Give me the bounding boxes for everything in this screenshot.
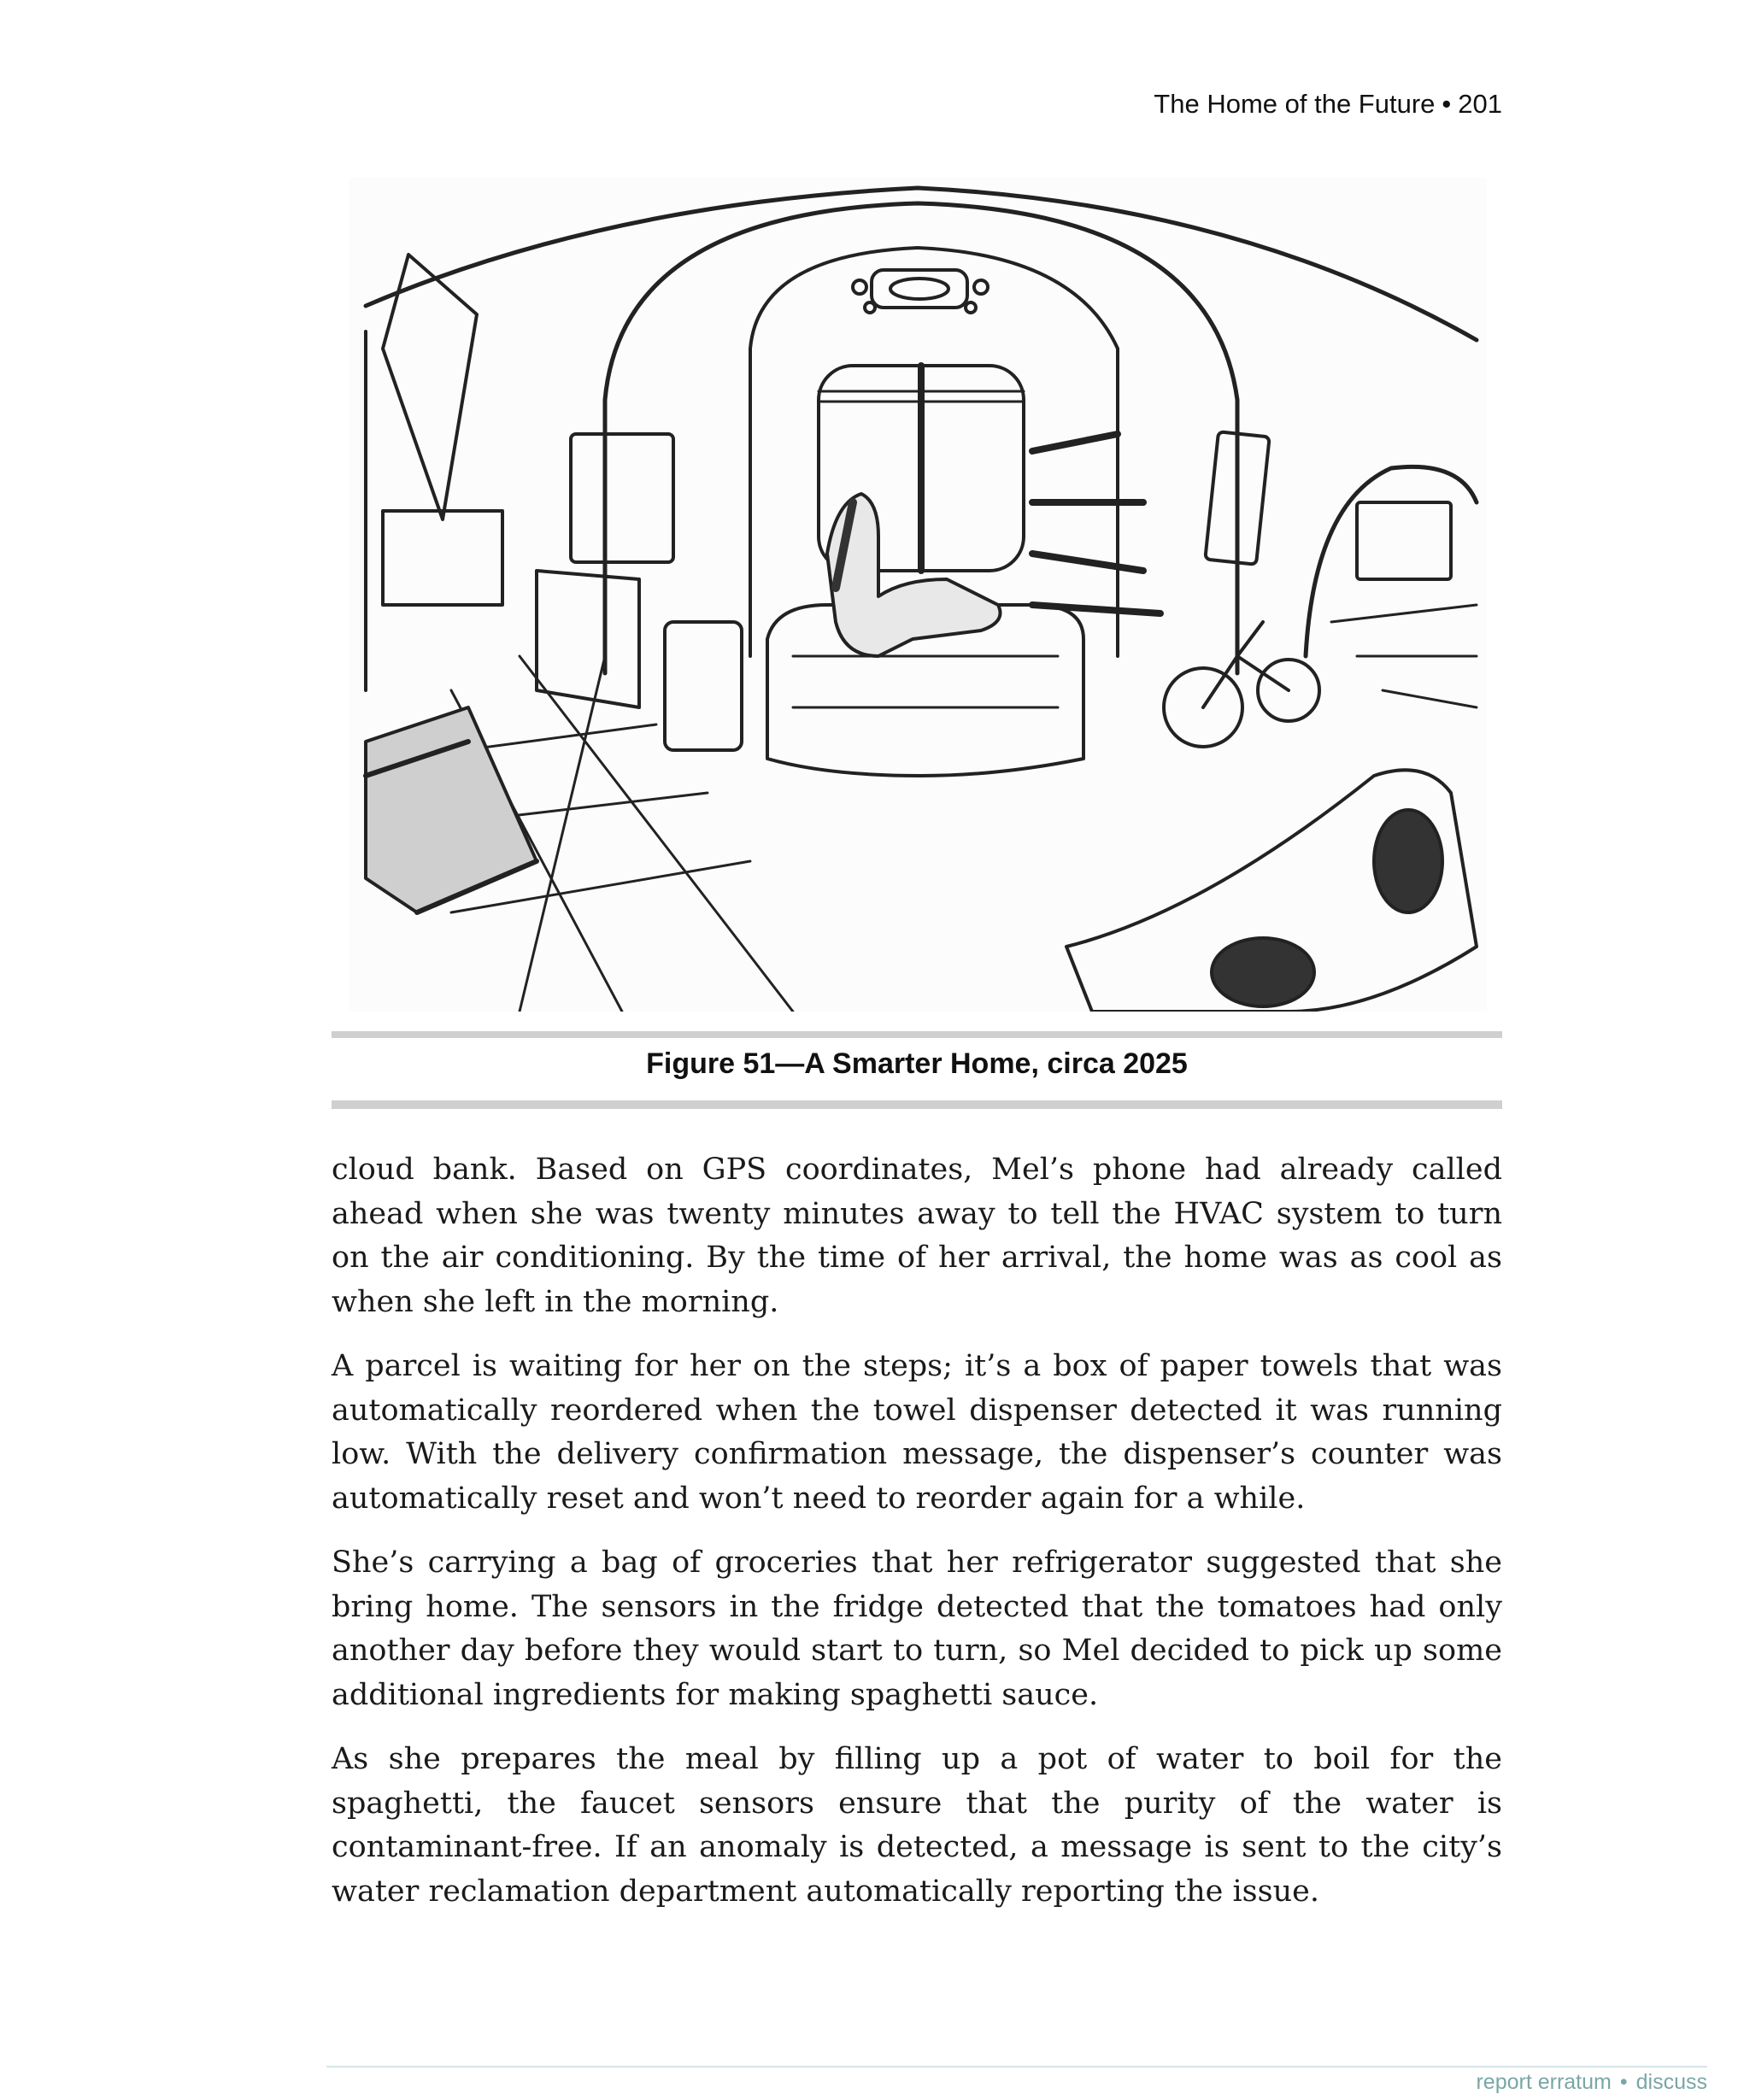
figure-caption: Figure 51—A Smarter Home, circa 2025 <box>646 1047 1188 1080</box>
trash-can <box>665 622 742 750</box>
paragraph-2: A parcel is waiting for her on the steps; it’s a box of paper towels that was automatically reordered when the towel dispenser detected it was running low. With the delivery confirmation message, the dispenser’s counter was automatically reset and won’t need to reorder again for a while. <box>332 1349 1502 1516</box>
footer-rule <box>326 2066 1707 2068</box>
kitchen-counter <box>537 571 639 707</box>
discuss-link[interactable]: discuss <box>1635 2070 1707 2094</box>
figure-illustration <box>349 178 1487 1012</box>
caption-rule-top <box>332 1031 1502 1038</box>
left-window <box>571 434 673 562</box>
dome-outline <box>366 188 1477 340</box>
header-separator: • <box>1442 89 1452 119</box>
bed <box>366 707 537 912</box>
chapter-title: The Home of the Future <box>1154 89 1436 119</box>
body-text <box>332 1148 1502 1934</box>
footer-separator: • <box>1619 2070 1628 2094</box>
ceiling-vent <box>872 270 967 308</box>
caption-rule-bottom <box>332 1100 1502 1109</box>
wall-shelves <box>1032 434 1160 613</box>
paragraph-3: She’s carrying a bag of groceries that her refrigerator suggested that she bring home. The sensors in the fridge detected that the tomatoes had only another day before they would start to turn, so Mel decided to pick up some additional ingredients for making spaghetti sauce. <box>332 1546 1502 1712</box>
paragraph-4: As she prepares the meal by filling up a pot of water to boil for the spaghetti, the faucet sensors ensure that the purity of the water is contaminant-free. If an anomaly is detected, a message is sent to the city’s water reclamation department automatically reporting the issue. <box>332 1742 1502 1909</box>
footer-links <box>1282 2070 1707 2095</box>
hanging-planter <box>383 255 477 519</box>
paragraph-1: cloud bank. Based on GPS coordinates, Mel’s phone had already called ahead when she was twenty minutes away to tell the HVAC system to turn on the air conditioning. By the time of her arrival, the home was as cool as when she left in the morning. <box>332 1153 1502 1319</box>
page-number: 201 <box>1458 89 1502 119</box>
report-erratum-link[interactable]: report erratum <box>1476 2070 1612 2094</box>
running-head <box>332 89 1502 120</box>
